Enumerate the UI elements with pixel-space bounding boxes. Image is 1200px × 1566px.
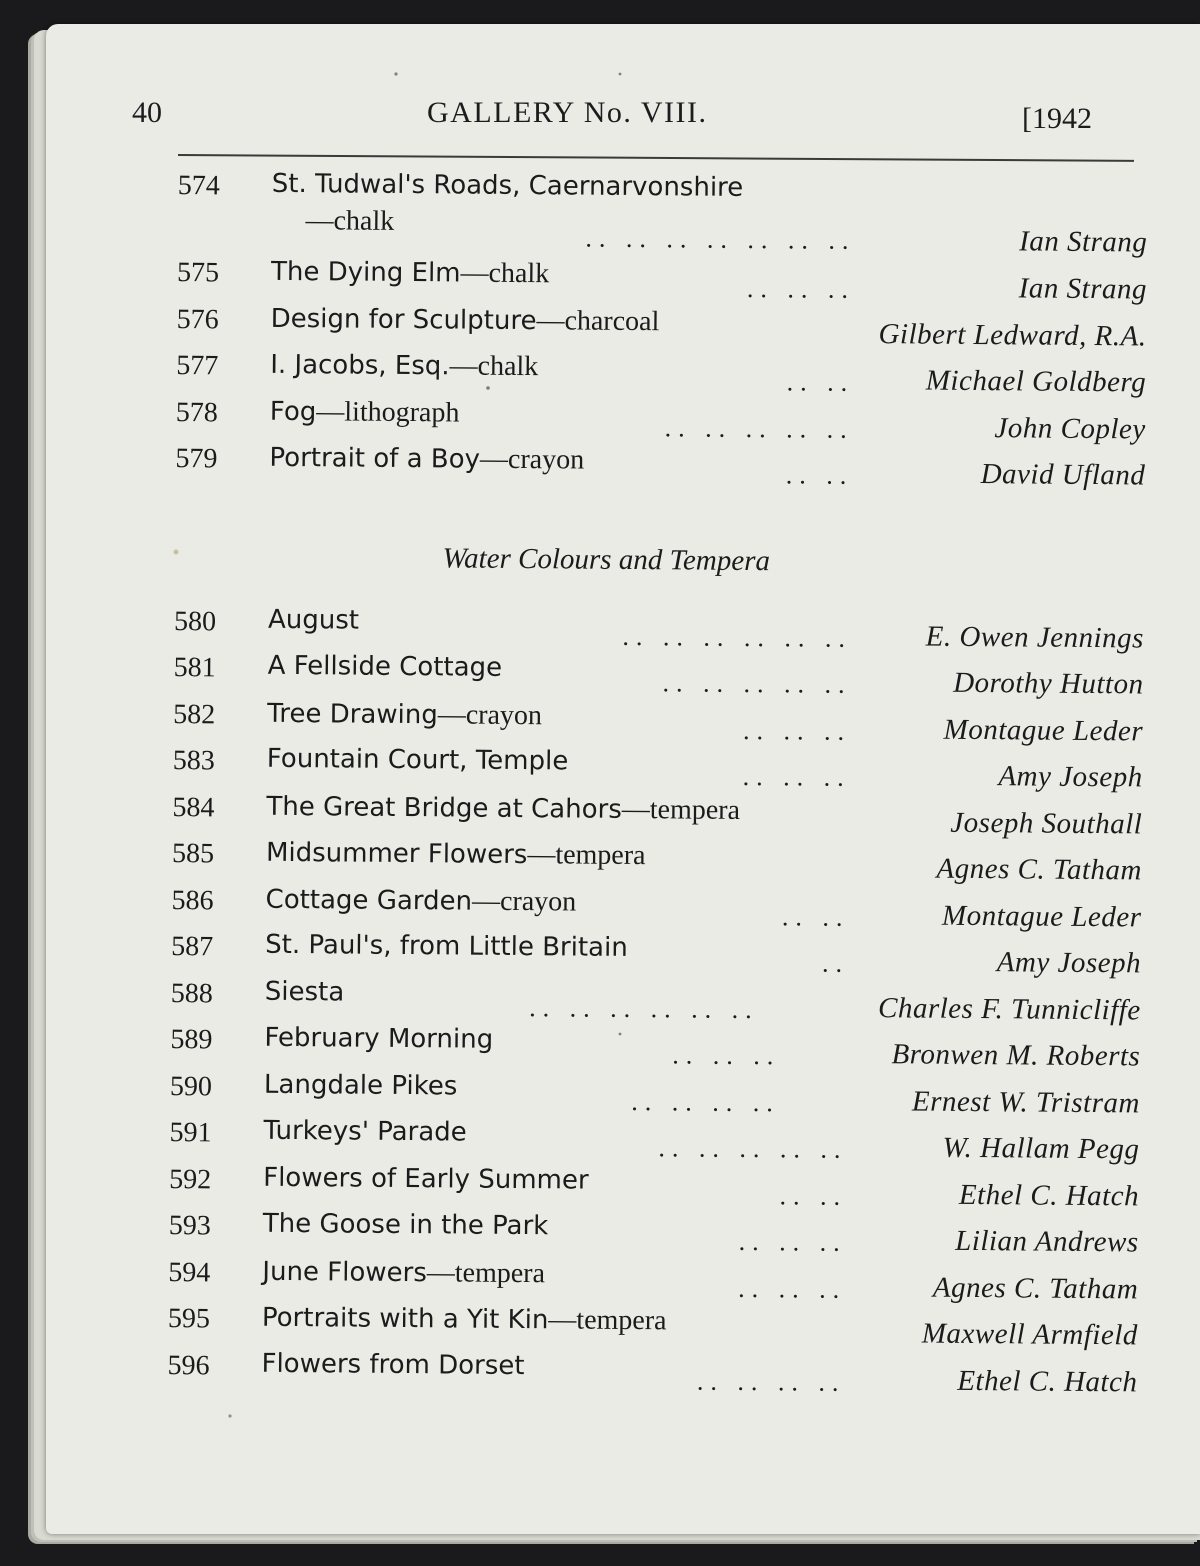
entry-artist: Montague Leder [941, 899, 1142, 933]
catalogue-entry [169, 1115, 1139, 1170]
leader-dots: .. .. .. .. .. .. .. [585, 223, 856, 255]
catalogue-entry [175, 441, 1145, 496]
catalogue-entry [177, 168, 1148, 263]
entry-medium: —crayon [437, 698, 543, 731]
entry-title [262, 1302, 667, 1338]
gallery-title: GALLERY No. VIII. [427, 96, 708, 129]
entry-number: 584 [172, 791, 215, 823]
leader-dots: .. .. .. .. .. [658, 1133, 848, 1164]
leader-dots: .. .. .. .. [631, 1086, 780, 1117]
entry-medium: —chalk [449, 350, 539, 383]
entry-title-text: Portraits with a Yit Kin [261, 1302, 549, 1336]
entry-artist: David Ufland [980, 458, 1146, 492]
entry-number: 595 [167, 1302, 211, 1335]
entry-number: 591 [169, 1116, 212, 1149]
entry-artist: Lilian Andrews [955, 1224, 1139, 1259]
entry-artist: W. Hallam Pegg [942, 1131, 1140, 1166]
leader-dots: .. .. [785, 460, 854, 490]
entry-title-text: Portrait of a Boy [269, 442, 481, 475]
entry-medium: —chalk [460, 257, 550, 290]
catalogue-entry [168, 1254, 1138, 1309]
entry-title-text: Design for Sculpture [270, 303, 537, 336]
entry-title [266, 837, 646, 872]
leader-dots: .. .. .. [742, 761, 851, 792]
entry-medium: —tempera [548, 1304, 667, 1337]
entry-title [267, 697, 542, 731]
entry-title: The Goose in the Park [262, 1208, 549, 1242]
entry-artist: Agnes C. Tatham [932, 1271, 1139, 1305]
entry-title [262, 1255, 545, 1289]
catalogue-entry [173, 743, 1143, 798]
running-head [132, 96, 1092, 142]
entry-title: Flowers from Dorset [261, 1348, 525, 1381]
catalogue-entry [169, 1208, 1139, 1263]
entry-title: Flowers of Early Summer [263, 1162, 589, 1196]
catalogue-entry [172, 836, 1142, 891]
leader-dots: .. .. .. [672, 1040, 781, 1071]
entry-number: 588 [170, 977, 213, 1009]
entry-medium: —tempera [527, 839, 646, 872]
entry-artist: Michael Goldberg [925, 364, 1147, 399]
entry-medium: —crayon [479, 443, 585, 476]
leader-dots: .. .. [779, 1180, 848, 1211]
entry-artist: Agnes C. Tatham [936, 852, 1143, 887]
entry-number: 590 [169, 1070, 213, 1102]
entry-artist: Ethel C. Hatch [957, 1364, 1138, 1398]
leader-dots: .. .. .. [746, 273, 856, 304]
entry-number: 596 [167, 1349, 210, 1381]
entry-artist: Montague Leder [943, 713, 1144, 747]
entry-number: 582 [173, 698, 216, 730]
entry-artist: Ethel C. Hatch [958, 1178, 1140, 1212]
page-number: 40 [132, 96, 162, 129]
section-heading [174, 487, 1145, 611]
entry-title-text: I. Jacobs, Esq. [270, 349, 450, 382]
entry-title-text: June Flowers [262, 1256, 427, 1288]
entry-title [270, 349, 538, 383]
entry-title: A Fellside Cottage [267, 650, 503, 683]
entry-artist: Dorothy Hutton [953, 666, 1144, 701]
entry-medium: —tempera [426, 1256, 546, 1289]
entry-title-text: The Great Bridge at Cahors [266, 791, 622, 825]
entry-number: 583 [172, 744, 215, 777]
entry-artist: Charles F. Tunnicliffe [877, 991, 1141, 1026]
entry-number: 576 [176, 303, 219, 335]
catalogue-entry [176, 348, 1146, 403]
entry-title-text: Tree Drawing [267, 698, 438, 730]
catalogue-entry [170, 1022, 1140, 1077]
entry-title [271, 256, 549, 290]
entry-number: 574 [177, 169, 220, 202]
entry-title-text: The Dying Elm [270, 256, 461, 289]
entry-artist: Gilbert Ledward, R.A. [878, 317, 1147, 352]
entry-number: 578 [175, 396, 219, 428]
catalogue-entry [176, 394, 1146, 449]
entry-number: 580 [173, 605, 217, 637]
entry-number: 575 [176, 256, 220, 289]
entry-title: August [267, 604, 360, 636]
entry-medium: —tempera [621, 793, 741, 826]
entry-artist: Ernest W. Tristram [911, 1084, 1141, 1119]
leader-dots: .. .. .. [742, 715, 852, 746]
entry-artist: Joseph Southall [950, 806, 1143, 840]
leader-dots: .. [821, 948, 850, 978]
entry-artist: Amy Joseph [998, 760, 1143, 794]
entry-title [270, 395, 460, 429]
entry-title-text: Fog [269, 396, 317, 427]
catalogue-entry [169, 1161, 1139, 1216]
entry-title-text: Cottage Garden [265, 884, 473, 917]
catalogue-entry [171, 975, 1141, 1030]
entry-medium: —lithograph [316, 395, 460, 428]
entry-title: Siesta [264, 976, 345, 1007]
entry-number: 581 [173, 651, 216, 684]
entry-title: Turkeys' Parade [263, 1115, 467, 1148]
entry-title: Langdale Pikes [263, 1069, 458, 1101]
catalogue-entry [177, 255, 1147, 310]
section-heading-text: Water Colours and Tempera [442, 541, 771, 577]
catalogue-entry [171, 929, 1141, 984]
entry-number: 594 [168, 1256, 211, 1288]
entry-title [271, 302, 660, 337]
entry-title-text: Midsummer Flowers [265, 837, 528, 871]
catalogue-entry [173, 696, 1143, 751]
entry-artist: Ian Strang [1019, 225, 1148, 259]
entry-artist: Amy Joseph [996, 946, 1142, 980]
catalogue-entries [167, 168, 1148, 1402]
entry-artist: Ian Strang [1018, 272, 1148, 306]
catalogue-entry [176, 301, 1146, 356]
entry-artist: E. Owen Jennings [925, 620, 1145, 654]
entry-artist: Bronwen M. Roberts [891, 1038, 1141, 1073]
entry-artist: Maxwell Armfield [921, 1317, 1138, 1352]
leader-dots: .. .. .. [738, 1226, 847, 1257]
entry-medium: —charcoal [536, 304, 660, 337]
catalogue-entry [167, 1347, 1137, 1402]
leader-dots: .. .. .. .. .. .. [529, 992, 759, 1024]
catalogue-entry [171, 882, 1141, 937]
entry-title: February Morning [264, 1022, 494, 1055]
leader-dots: .. .. .. [738, 1273, 847, 1304]
leader-dots: .. .. .. .. .. .. [622, 621, 853, 653]
leader-dots: .. .. .. .. [696, 1366, 846, 1397]
entry-title: St. Paul's, from Little Britain [265, 929, 628, 963]
entry-title: St. Tudwal's Roads, Caernarvonshire [271, 168, 744, 203]
catalogue-entry [172, 789, 1142, 844]
catalogue-entry [173, 650, 1143, 705]
leader-dots: .. .. [781, 901, 850, 932]
entry-number: 592 [169, 1163, 212, 1195]
leader-dots: .. .. .. .. .. [664, 412, 854, 444]
entry-number: 579 [175, 442, 218, 475]
entry-number: 577 [176, 349, 219, 382]
leader-dots: .. .. [786, 367, 855, 397]
year-label: [1942 [1022, 102, 1092, 135]
entry-title [265, 883, 576, 918]
entry-title [269, 442, 584, 477]
catalogue-entry [168, 1301, 1138, 1356]
entry-number: 589 [170, 1023, 213, 1056]
entry-title [266, 790, 740, 826]
entry-medium: —chalk [305, 205, 395, 237]
entry-number: 585 [171, 837, 215, 870]
entry-title: Fountain Court, Temple [266, 743, 569, 777]
entry-number: 586 [171, 884, 214, 916]
catalogue-entry [170, 1068, 1140, 1123]
entry-number: 593 [168, 1209, 211, 1242]
entry-number: 587 [171, 930, 214, 963]
catalogue-entry [174, 603, 1144, 658]
entry-medium: —crayon [471, 885, 577, 918]
leader-dots: .. .. .. .. .. [662, 668, 852, 699]
entry-artist: John Copley [994, 411, 1146, 445]
